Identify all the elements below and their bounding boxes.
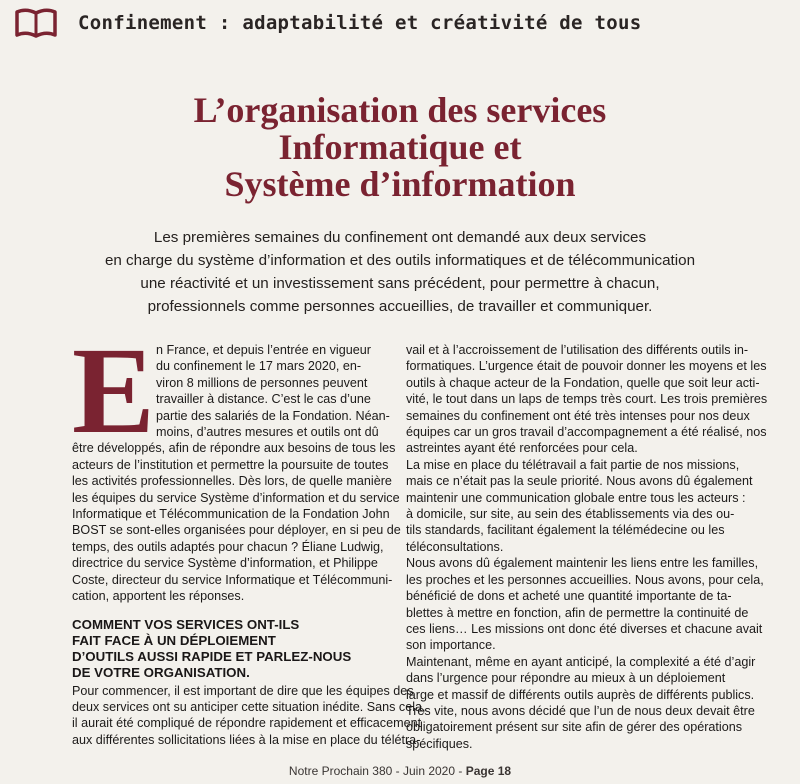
paragraph-line: les proches et les personnes accueillies. Nous avons, pour cela, (406, 572, 764, 587)
paragraph-line: large et massif de différents outils auprès de différents publics. (406, 687, 755, 702)
paragraph-line: équipes car un gros travail d’accompagnement a été réalisé, nos (406, 425, 767, 440)
title-line: Système d’information (224, 164, 576, 204)
paragraph-line: les équipes du service Système d’information et du service (72, 490, 400, 505)
paragraph-line: bénéficié de dons et acheté une quantité importante de ta- (406, 589, 732, 604)
section-header (14, 6, 786, 40)
subheading-line: DE VOTRE ORGANISATION. (72, 664, 250, 680)
paragraph-line: Coste, directeur du service Informatique et Télécommuni- (72, 572, 393, 587)
paragraph-line: spécifiques. (406, 736, 473, 751)
paragraph-line: formatiques. L’urgence était de pouvoir donner les moyens et les (406, 359, 767, 374)
paragraph-line: temps, des outils adaptés pour chacun ? Éliane Ludwig, (72, 539, 384, 554)
paragraph-line: les activités professionnelles. Dès lors, de quelle manière (72, 474, 392, 489)
paragraph-line: Très vite, nous avons décidé que l’un de nous deux devait être (406, 703, 755, 718)
paragraph-line: acteurs de l’institution et permettre la poursuite de toutes (72, 457, 389, 472)
paragraph-line: tils standards, facilitant également la télémédecine ou les (406, 523, 725, 538)
paragraph-line: son importance. (406, 638, 496, 653)
page-number: Page 18 (465, 764, 512, 778)
paragraph-line: outils à chaque acteur de la Fondation, quelle que soit leur acti- (406, 375, 760, 390)
paragraph-line: directrice du service Système d’information, et Philippe (72, 556, 378, 571)
paragraph-line: cation, apportent les réponses. (72, 589, 245, 604)
intro-line: en charge du système d’information et des outils informatiques et de télécommunication (104, 252, 696, 269)
paragraph-line: Informatique et Télécommunication de la Fondation John (72, 507, 390, 522)
paragraph-line: aux différentes sollicitations liées à la mise en place du télétra- (72, 732, 421, 747)
title-line: Informatique et (278, 127, 522, 167)
paragraph-line: du confinement le 17 mars 2020, en- (156, 359, 362, 374)
paragraph-line: être développés, afin de répondre aux besoins de tous les (72, 441, 396, 456)
paragraph-line: vail et à l’accroissement de l’utilisation des différents outils in- (406, 343, 749, 357)
paragraph-line: téléconsultations. (406, 539, 504, 554)
paragraph-line: semaines du confinement ont été très intenses pour nos deux (406, 408, 750, 423)
publication-info: Notre Prochain 380 - Juin 2020 - (288, 764, 466, 778)
paragraph-line: vité, le tout dans un laps de temps très court. Les trois premières (406, 392, 768, 407)
paragraph-line: moins, d’autres mesures et outils ont dû (156, 425, 379, 440)
subheading-line: COMMENT VOS SERVICES ONT-ILS (72, 616, 300, 632)
section-label: Confinement : adaptabilité et créativité de tous (78, 12, 642, 34)
book-icon (14, 8, 58, 38)
subheading-line: FAIT FACE À UN DÉPLOIEMENT (72, 632, 276, 648)
title-line: L’organisation des services (193, 90, 607, 130)
intro-line: une réactivité et un investissement sans précédent, pour permettre à chacun, (140, 275, 660, 292)
question-subheading (72, 617, 384, 681)
article-title (100, 92, 700, 203)
paragraph-line: deux services ont su anticiper cette situation inédite. Sans cela, (72, 699, 426, 714)
paragraph-line: blettes à mettre en fonction, afin de permettre la continuité de (406, 605, 749, 620)
paragraph-line: partie des salariés de la Fondation. Néan- (156, 408, 390, 423)
right-column (406, 342, 768, 752)
intro-line: professionnels comme personnes accueillies, de travailler et communiquer. (147, 298, 653, 315)
subheading-line: D’OUTILS AUSSI RAPIDE ET PARLEZ-NOUS (72, 648, 352, 664)
article-intro (60, 226, 740, 318)
intro-line: Les premières semaines du confinement ont demandé aux deux services (153, 229, 647, 246)
paragraph-line: ces liens… Les missions ont donc été diverses et chacune avait (406, 621, 763, 636)
paragraph-line: obligatoirement présent sur site afin de gérer des opérations (406, 720, 743, 735)
left-column (72, 342, 426, 748)
paragraph-line: n France, et depuis l’entrée en vigueur (156, 343, 371, 357)
paragraph-line: BOST se sont-elles organisées pour déployer, en si peu de (72, 523, 401, 538)
paragraph-line: viron 8 millions de personnes peuvent (156, 375, 368, 390)
paragraph-line: à domicile, sur site, au sein des établissements via des ou- (406, 507, 735, 522)
paragraph-line: Pour commencer, il est important de dire que les équipes des (72, 683, 414, 698)
paragraph-line: travailler à distance. C’est le cas d’une (156, 392, 371, 407)
paragraph-line: Maintenant, même en ayant anticipé, la complexité a été d’agir (406, 654, 756, 669)
paragraph-line: astreintes ayant été renforcées pour cela. (406, 441, 638, 456)
paragraph-line: il aurait été compliqué de répondre rapidement et efficacement (72, 716, 422, 731)
paragraph-line: mais ce n’était pas la seule priorité. Nous avons dû également (406, 474, 753, 489)
paragraph-line: Nous avons dû également maintenir les liens entre les familles, (406, 556, 759, 571)
drop-cap: E (72, 322, 155, 459)
paragraph-line: maintenir une communication globale entre tous les acteurs : (406, 490, 746, 505)
paragraph-line: dans l’urgence pour répondre au mieux à un déploiement (406, 671, 726, 686)
page-footer (0, 764, 800, 778)
paragraph-line: La mise en place du télétravail a fait partie de nos missions, (406, 457, 740, 472)
